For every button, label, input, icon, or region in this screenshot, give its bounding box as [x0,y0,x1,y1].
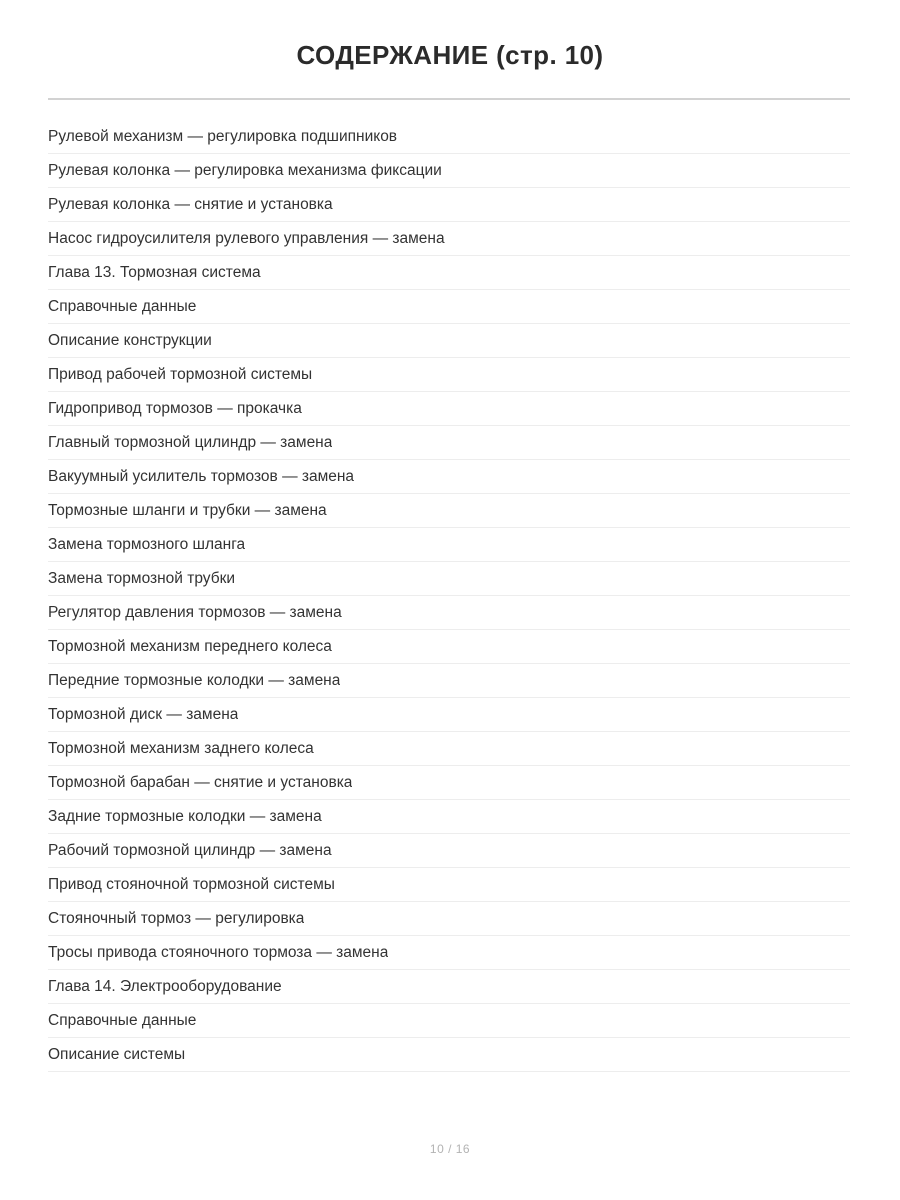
toc-entry-label: Насос гидроусилителя рулевого управления — замена [48,229,445,247]
toc-entry-label: Тормозные шланги и трубки — замена [48,501,327,519]
toc-entry-label: Замена тормозного шланга [48,535,246,553]
toc-entry[interactable] [48,494,850,528]
toc-entry-label: Тормозной механизм переднего колеса [48,637,332,655]
toc-entry[interactable] [48,698,850,732]
toc-entry[interactable] [48,1038,850,1072]
toc-entry[interactable] [48,834,850,868]
toc-entry-label: Привод стояночной тормозной системы [48,875,335,893]
toc-entry[interactable] [48,528,850,562]
toc-entry-label: Тормозной барабан — снятие и установка [48,773,353,791]
toc-entry[interactable] [48,732,850,766]
toc-entry-label: Привод рабочей тормозной системы [48,365,313,383]
toc-entry[interactable] [48,324,850,358]
toc-entry-label: Рулевая колонка — снятие и установка [48,195,333,213]
toc-entry-label: Передние тормозные колодки — замена [48,671,341,689]
toc-entry[interactable] [48,664,850,698]
toc-entry-label: Справочные данные [48,1011,197,1029]
toc-entry-label: Глава 14. Электрооборудование [48,977,282,995]
toc-entry-label: Рулевой механизм — регулировка подшипников [48,127,398,145]
toc-entry[interactable] [48,868,850,902]
toc-entry[interactable] [48,460,850,494]
toc-entry[interactable] [48,154,850,188]
layout-spacer [0,1072,900,1142]
toc-entry-label: Справочные данные [48,297,197,315]
toc-entry[interactable] [48,120,850,154]
toc-entry[interactable] [48,562,850,596]
toc-entry[interactable] [48,358,850,392]
toc-entry[interactable] [48,800,850,834]
toc-entry[interactable] [48,766,850,800]
toc-entry-label: Регулятор давления тормозов — замена [48,603,342,621]
toc-entry[interactable] [48,902,850,936]
toc-entry[interactable] [48,290,850,324]
toc-entry[interactable] [48,1004,850,1038]
toc-entry-label: Рулевая колонка — регулировка механизма фиксации [48,161,442,179]
toc-entry-label: Тросы привода стояночного тормоза — замена [48,943,389,961]
page-number-footer: 10 / 16 [429,1142,471,1156]
toc-entry[interactable] [48,426,850,460]
toc-entry-label: Замена тормозной трубки [48,569,236,587]
toc-entry-label: Описание системы [48,1045,186,1063]
toc-entry[interactable] [48,256,850,290]
toc-entry-label: Тормозной диск — замена [48,705,239,723]
toc-entry-label: Тормозной механизм заднего колеса [48,739,314,757]
title-divider [48,98,850,100]
toc-entry[interactable] [48,392,850,426]
toc-entry-label: Описание конструкции [48,331,212,349]
toc-entry[interactable] [48,630,850,664]
page-title: СОДЕРЖАНИЕ (стр. 10) [296,40,604,70]
toc-entry-label: Рабочий тормозной цилиндр — замена [48,841,332,859]
toc-entry[interactable] [48,970,850,1004]
toc-entry-label: Вакуумный усилитель тормозов — замена [48,467,355,485]
toc-entry-label: Задние тормозные колодки — замена [48,807,322,825]
toc-entry[interactable] [48,188,850,222]
toc-entry-label: Гидропривод тормозов — прокачка [48,399,302,417]
table-of-contents [48,120,850,1072]
toc-entry[interactable] [48,222,850,256]
toc-entry-label: Глава 13. Тормозная система [48,263,261,281]
toc-entry[interactable] [48,596,850,630]
toc-entry-label: Главный тормозной цилиндр — замена [48,433,333,451]
toc-entry[interactable] [48,936,850,970]
toc-entry-label: Стояночный тормоз — регулировка [48,909,305,927]
